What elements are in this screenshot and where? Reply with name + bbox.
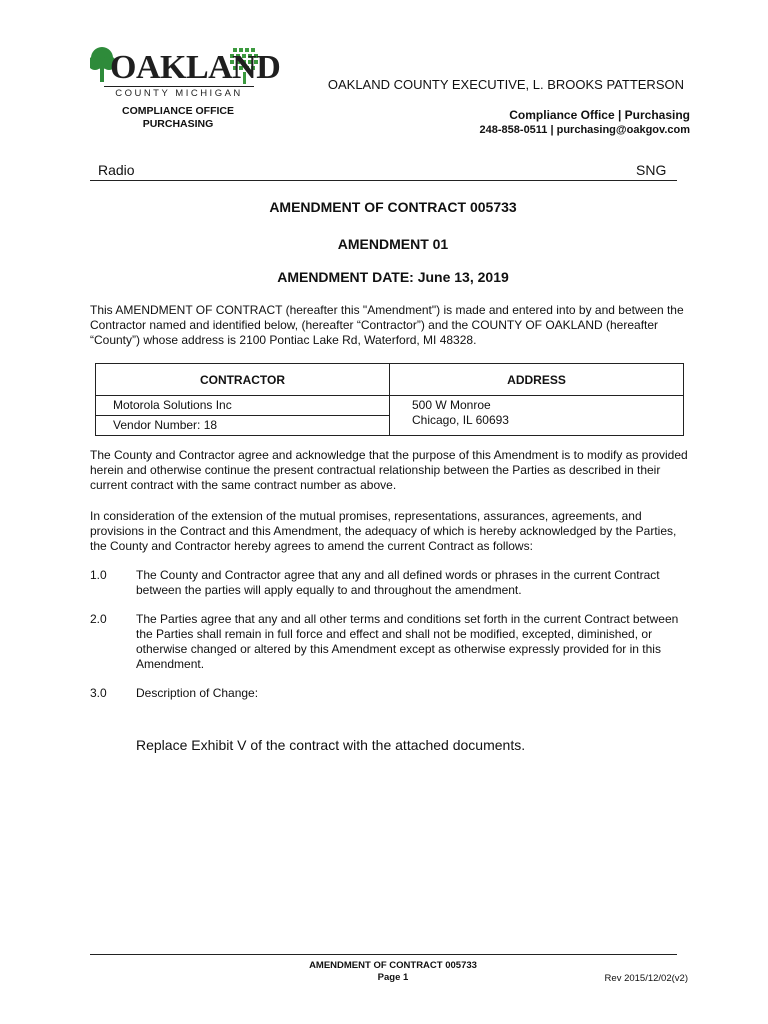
contract-heading: AMENDMENT OF CONTRACT 005733: [269, 199, 517, 215]
address-line2: Chicago, IL 60693: [412, 413, 509, 427]
category-tag: Radio: [98, 162, 135, 178]
list-item: [90, 568, 690, 598]
office-right-contact: 248-858-0511 | purchasing@oakgov.com: [479, 124, 690, 136]
purpose-paragraph: The County and Contractor agree and acknowledge that the purpose of this Amendment is to modify as provided herein and otherwise continue the present contractual relationship between the Parties as described in their current contract with the same contract number as above.: [90, 448, 688, 492]
contractor-table: [95, 363, 684, 436]
item-number: 2.0: [90, 612, 107, 626]
office-right-block: [480, 108, 690, 136]
logo-subtitle: COUNTY MICHIGAN: [104, 86, 254, 99]
footer-divider: [90, 954, 677, 955]
buyer-initials-tag: SNG: [636, 162, 667, 178]
office-right-line1: Compliance Office | Purchasing: [509, 108, 690, 122]
amendment-date-heading: AMENDMENT DATE: June 13, 2019: [277, 269, 509, 285]
logo-wordmark: OAKLAND: [110, 49, 281, 86]
revision-label: Rev 2015/12/02(v2): [604, 973, 688, 984]
county-executive-line: OAKLAND COUNTY EXECUTIVE, L. BROOKS PATTERSON: [327, 77, 684, 92]
oakland-county-logo: [90, 44, 281, 100]
item-text: The Parties agree that any and all other terms and conditions set forth in the current Contract between the Parties shall remain in full force and effect and shall not be modified, excepted, diminished, or otherwise changed or altered by this Amendment except as otherwise expressly provided for in this Amendment.: [136, 612, 679, 671]
intro-paragraph: This AMENDMENT OF CONTRACT (hereafter this "Amendment") is made and entered into by and between the Contractor named and identified below, (hereafter “Contractor”) and the COUNTY OF OAKLAND (hereafter “County”) whose address is 2100 Pontiac Lake Rd, Waterford, MI 48328.: [90, 303, 684, 347]
contractor-name-cell: Motorola Solutions Inc: [96, 396, 390, 416]
footer-title: AMENDMENT OF CONTRACT 005733: [309, 960, 477, 971]
item-text: Description of Change:: [136, 686, 259, 700]
contractor-column-header: CONTRACTOR: [96, 364, 390, 396]
change-description: Replace Exhibit V of the contract with the attached documents.: [136, 737, 526, 753]
item-number: 3.0: [90, 686, 107, 700]
item-number: 1.0: [90, 568, 107, 582]
address-line1: 500 W Monroe: [412, 398, 491, 412]
item-text: The County and Contractor agree that any and all defined words or phrases in the current Contract between the parties will apply equally to and throughout the amendment.: [136, 568, 660, 597]
header-divider: [90, 180, 677, 181]
office-left-block: [113, 105, 243, 131]
vendor-number-cell: Vendor Number: 18: [96, 416, 390, 436]
amendment-number-heading: AMENDMENT 01: [337, 236, 449, 252]
office-left-line2: PURCHASING: [142, 118, 214, 130]
address-cell: [390, 396, 684, 436]
list-item: [90, 686, 690, 701]
office-left-line1: COMPLIANCE OFFICE: [122, 105, 234, 117]
consideration-paragraph: In consideration of the extension of the mutual promises, representations, assurances, agreements, and provisions in the Contract and this Amendment, the adequacy of which is hereby acknowledged by the Parties, the County and Contractor hereby agrees to amend the current Contract as follows:: [90, 509, 677, 553]
address-column-header: ADDRESS: [390, 364, 684, 396]
list-item: [90, 612, 690, 672]
table-header-row: [96, 364, 684, 396]
table-row: [96, 396, 684, 416]
page-number: Page 1: [377, 972, 409, 983]
